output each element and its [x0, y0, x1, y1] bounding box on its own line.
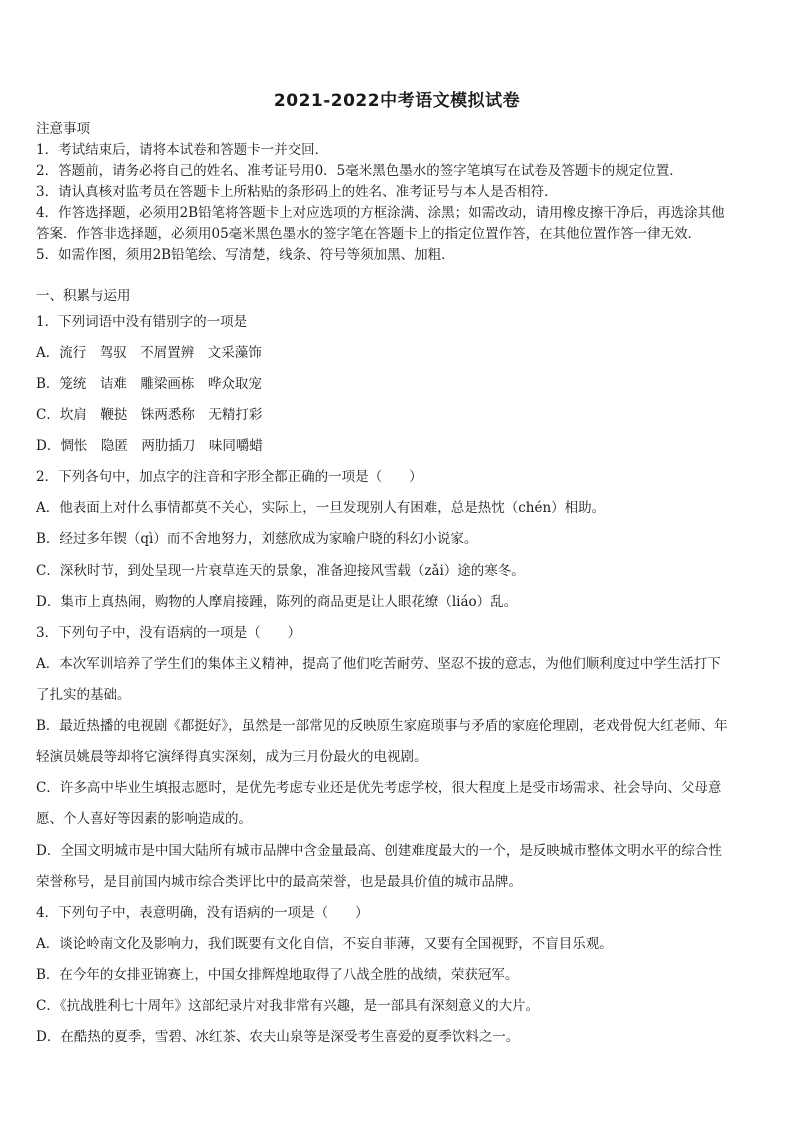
- option: D．在酷热的夏季，雪碧、冰红茶、农夫山泉等是深受考生喜爱的夏季饮料之一。: [36, 1029, 520, 1045]
- option-continued: 了扎实的基础。: [36, 687, 131, 703]
- option: D．全国文明城市是中国大陆所有城市品牌中含金量最高、创建难度最大的一个，是反映城市整体文明水平的综合性: [36, 843, 722, 859]
- notice-item: 1．考试结束后，请将本试卷和答题卡一并交回．: [36, 142, 329, 158]
- page-title: 2021-2022中考语文模拟试卷: [273, 91, 521, 111]
- notice-item: 3．请认真核对监考员在答题卡上所粘贴的条形码上的姓名、准考证号与本人是否相符．: [36, 184, 558, 200]
- notice-heading: 注意事项: [36, 121, 90, 137]
- question-stem: 4．下列句子中，表意明确，没有语病的一项是（ ）: [36, 905, 369, 921]
- option-continued: 轻演员姚晨等却将它演绎得真实深刻，成为三月份最火的电视剧。: [36, 749, 428, 765]
- notice-item: 5．如需作图，须用2B铅笔绘、写清楚，线条、符号等须加黑、加粗．: [36, 247, 455, 263]
- option: C．坎肩 鞭挞 铢两悉称 无精打彩: [36, 407, 263, 423]
- option: B．最近热播的电视剧《都挺好》，虽然是一部常见的反映原生家庭琐事与矛盾的家庭伦理剧，老戏骨倪大红老师、年: [36, 718, 728, 734]
- question-stem: 2．下列各句中，加点字的注音和字形全都正确的一项是（ ）: [36, 469, 423, 485]
- option: C．许多高中毕业生填报志愿时，是优先考虑专业还是优先考虑学校，很大程度上是受市场需求、社会导向、父母意: [36, 780, 722, 796]
- option: C．深秋时节，到处呈现一片衰草连天的景象，准备迎接风雪载（zǎi）途的寒冬。: [36, 563, 525, 579]
- option: B．在今年的女排亚锦赛上，中国女排辉煌地取得了八战全胜的战绩，荣获冠军。: [36, 967, 519, 983]
- option: A．谈论岭南文化及影响力，我们既要有文化自信，不妄自菲薄，又要有全国视野，不盲目乐观。: [36, 936, 613, 952]
- option: D．惆怅 隐匿 两肋插刀 味同嚼蜡: [36, 438, 263, 454]
- section-heading: 一、积累与运用: [36, 288, 131, 304]
- question-stem: 3．下列句子中，没有语病的一项是（ ）: [36, 625, 302, 641]
- option: A．他表面上对什么事情都莫不关心，实际上，一旦发现别人有困难，总是热忱（chén）相助。: [36, 500, 606, 516]
- option-continued: 愿、个人喜好等因素的影响造成的。: [36, 811, 252, 827]
- notice-item: 答案．作答非选择题，必须用05毫米黑色墨水的签字笔在答题卡上的指定位置作答，在其他位置作答一律无效．: [36, 226, 702, 242]
- option: B．经过多年锲（qì）而不舍地努力，刘慈欣成为家喻户晓的科幻小说家。: [36, 531, 478, 547]
- option: A．流行 驾驭 不屑置辨 文采藻饰: [36, 345, 262, 361]
- option: C．《抗战胜利七十周年》这部纪录片对我非常有兴趣，是一部具有深刻意义的大片。: [36, 998, 540, 1014]
- option: A．本次军训培养了学生们的集体主义精神，提高了他们吃苦耐劳、坚忍不拔的意志，为他们顺利度过中学生活打下: [36, 656, 721, 672]
- option-continued: 荣誉称号，是目前国内城市综合类评比中的最高荣誉，也是最具价值的城市品牌。: [36, 874, 522, 890]
- option: B．笼统 诘难 雕梁画栋 哗众取宠: [36, 376, 262, 392]
- option: D．集市上真热闹，购物的人摩肩接踵，陈列的商品更是让人眼花缭（liáo）乱。: [36, 594, 518, 610]
- notice-item: 2．答题前，请务必将自己的姓名、准考证号用0．5毫米黑色墨水的签字笔填写在试卷及答题卡的规定位置．: [36, 163, 683, 179]
- question-stem: 1．下列词语中没有错别字的一项是: [36, 314, 248, 330]
- notice-item: 4．作答选择题，必须用2B铅笔将答题卡上对应选项的方框涂满、涂黑；如需改动，请用橡皮擦干净后，再选涂其他: [36, 205, 725, 221]
